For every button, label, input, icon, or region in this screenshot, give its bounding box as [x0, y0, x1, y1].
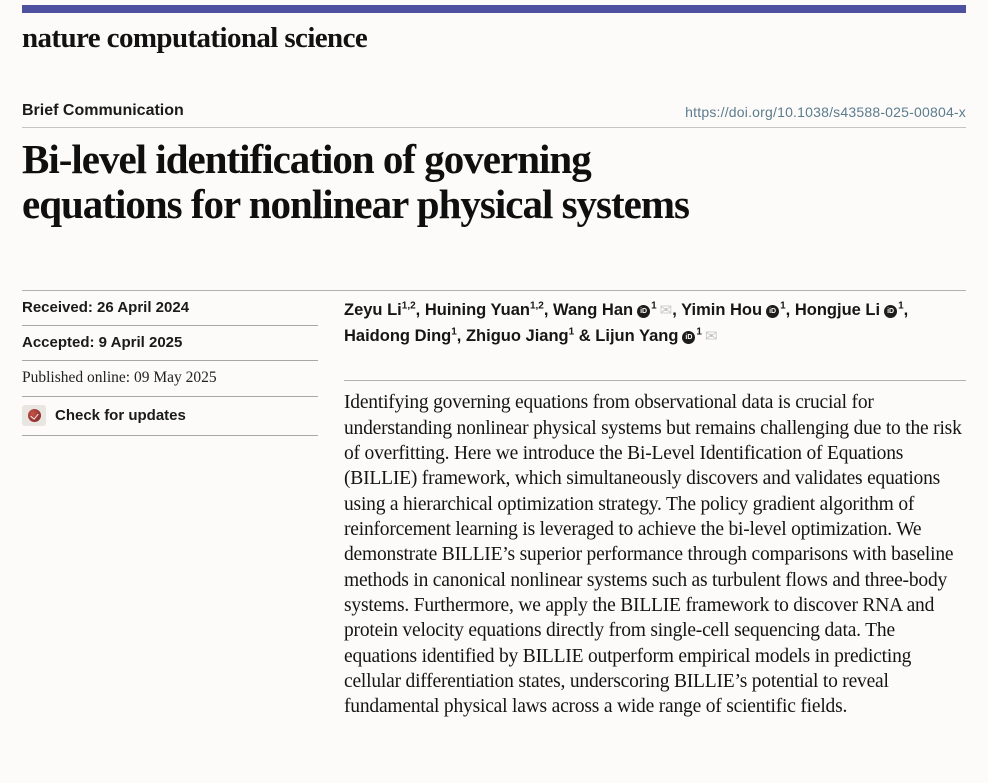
published-date: Published online: 09 May 2025	[22, 361, 318, 397]
author-affiliation-superscript: 1,2	[529, 300, 544, 312]
abstract-text: Identifying governing equations from observational data is crucial for understanding nonlinear physical systems but remains challenging due to the risk of overfitting. Here we introduce the Bi-Level Identification of Equations (BILLIE) framework, which simultaneously discovers and validates equations using a hierarchical optimization strategy. The policy gradient algorithm of reinforcement learning is leveraged to achieve the bi-level optimization. We demonstrate BILLIE’s superior performance through comparisons with baseline methods in canonical nonlinear systems such as turbulent flows and three-body systems. Furthermore, we apply the BILLIE framework to discover RNA and protein velocity equations directly from single-cell sequencing data. The equations identified by BILLIE outperform empirical models in predicting cellular differentiation states, underscoring BILLIE’s potential to reveal fundamental physical laws across a wide range of scientific fields.	[344, 380, 966, 719]
author-affiliation-superscript: 1	[568, 326, 575, 338]
article-meta-column	[22, 291, 318, 720]
author-name: Lijun Yang	[595, 326, 679, 345]
author-affiliation-superscript: 1	[898, 300, 904, 312]
author-name: Wang Han	[553, 301, 634, 320]
journal-masthead: nature computational science	[22, 22, 368, 54]
author-name: Haidong Ding	[344, 326, 452, 345]
author-affiliation-superscript: 1,2	[401, 300, 416, 312]
author-name: Yimin Hou	[681, 301, 763, 320]
article-header	[22, 102, 966, 128]
orcid-icon[interactable]: iD	[682, 331, 695, 344]
author-list: Zeyu Li$^{1,2}$, Huining Yuan$^{1,2}$, Wang Han iD $^1$ ✉, Yimin Hou iD $^1$, Hongjue Li iD $^1$, Haidong Ding$^1$, Zhiguo Jiang$^1$ & Lijun Yang iD $^1$ ✉	[344, 300, 909, 345]
orcid-icon[interactable]: iD	[766, 305, 779, 318]
check-for-updates-button[interactable]	[22, 397, 318, 436]
journal-brand-bar	[22, 5, 966, 13]
author-name: Zeyu Li	[344, 301, 402, 320]
orcid-icon[interactable]: iD	[884, 305, 897, 318]
author-affiliation-superscript: 1	[780, 300, 786, 312]
doi-link[interactable]: https://doi.org/10.1038/s43588-025-00804-x	[685, 104, 966, 120]
article-title	[22, 137, 966, 227]
content-columns	[22, 290, 966, 720]
author-affiliation-superscript: 1	[451, 326, 457, 338]
envelope-icon[interactable]: ✉	[659, 302, 673, 320]
author-name: Zhiguo Jiang	[465, 326, 569, 345]
check-for-updates-label: Check for updates	[55, 407, 186, 425]
author-name: Huining Yuan	[424, 301, 530, 320]
author-affiliation-superscript: 1	[651, 300, 657, 312]
envelope-icon[interactable]: ✉	[704, 327, 718, 345]
received-date: Received: 26 April 2024	[22, 291, 318, 326]
accepted-date: Accepted: 9 April 2025	[22, 326, 318, 361]
article-body-column	[344, 291, 966, 720]
article-title-line2: equations for nonlinear physical systems	[22, 181, 689, 228]
orcid-icon[interactable]: iD	[637, 305, 650, 318]
article-type-label: Brief Communication	[22, 102, 184, 119]
crossmark-icon	[22, 405, 46, 426]
article-title-line1: Bi-level identification of governing	[22, 136, 591, 182]
author-name: Hongjue Li	[794, 301, 881, 320]
author-affiliation-superscript: 1	[696, 326, 702, 338]
